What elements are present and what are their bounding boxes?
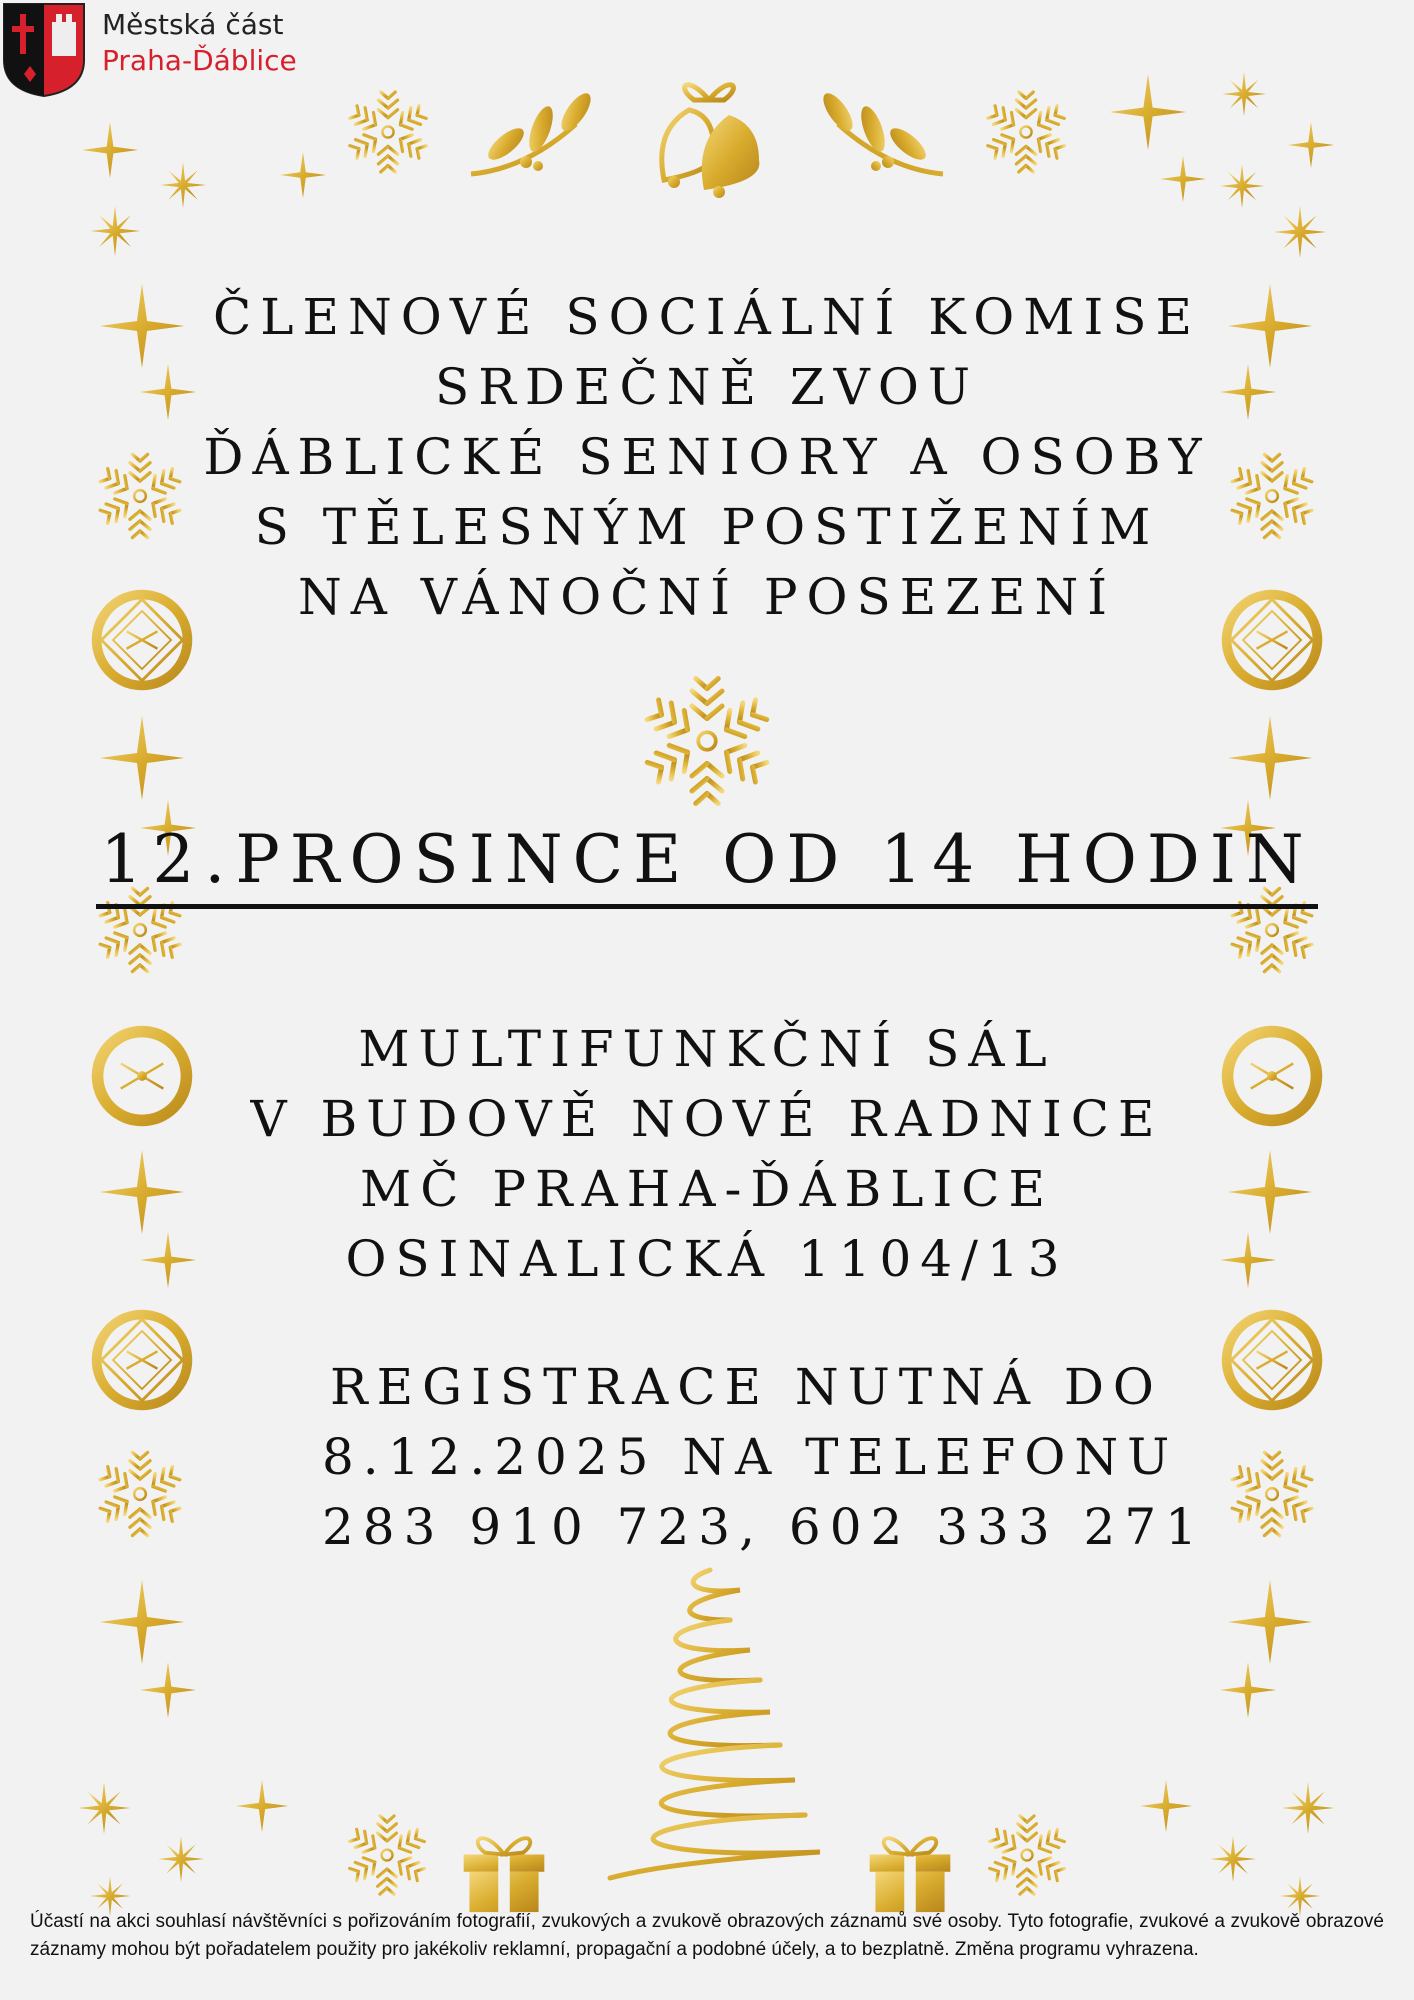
- sparkle-icon: [100, 716, 184, 800]
- sparkle-icon: [1228, 716, 1312, 800]
- registration-line: 283 910 723, 602 333 271: [322, 1498, 1206, 1556]
- venue-line: V BUDOVĚ NOVÉ RADNICE: [250, 1090, 1164, 1148]
- sparkle-icon: [1210, 1836, 1256, 1882]
- event-date-text: 12.PROSINCE OD 14 HODIN: [96, 818, 1317, 909]
- ornament-icon: [1214, 1302, 1330, 1418]
- bells-icon: [634, 70, 784, 200]
- sparkle-icon: [1110, 74, 1186, 150]
- logo-text-line1: Městská část: [102, 8, 284, 41]
- venue-line: MULTIFUNKČNÍ SÁL: [358, 1020, 1056, 1078]
- snowflake-icon: [90, 1444, 190, 1544]
- venue-line: OSINALICKÁ 1104/13: [345, 1230, 1069, 1288]
- berry-branch-icon: [466, 84, 606, 184]
- sparkle-icon: [82, 122, 138, 178]
- headline-line: S TĚLESNÝM POSTIŽENÍM: [254, 498, 1160, 556]
- venue-line: MČ PRAHA-ĎÁBLICE: [360, 1160, 1054, 1218]
- sparkle-icon: [1288, 122, 1334, 168]
- sparkle-icon: [78, 1782, 130, 1834]
- sparkle-icon: [280, 152, 326, 198]
- sparkle-icon: [1220, 1662, 1276, 1718]
- headline-line: NA VÁNOČNÍ POSEZENÍ: [297, 568, 1117, 626]
- headline-line: ČLENOVÉ SOCIÁLNÍ KOMISE: [213, 288, 1201, 346]
- legal-notice: Účastí na akci souhlasí návštěvníci s pořizováním fotografií, zvukových a zvukově obrazových záznamů své osoby. Tyto fotografie, zvukové a zvukově obrazové záznamy mohou být pořadatelem použity pro jakékoliv reklamní, propagační a podobné účely, a to bezplatně. Změna programu vyhrazena.: [30, 1911, 1384, 1960]
- snowflake-icon: [340, 84, 436, 180]
- christmas-tree-icon: [580, 1560, 840, 1890]
- gift-icon: [456, 1818, 552, 1914]
- coat-of-arms-icon: [0, 0, 88, 98]
- event-date: [0, 818, 1414, 909]
- headline-line: ĎÁBLICKÉ SENIORY A OSOBY: [203, 428, 1211, 486]
- berry-branch-icon: [808, 84, 948, 184]
- snowflake-icon: [978, 84, 1074, 180]
- gift-icon: [862, 1818, 958, 1914]
- sparkle-icon: [1160, 156, 1206, 202]
- sparkle-icon: [140, 1662, 196, 1718]
- sparkle-icon: [1222, 72, 1266, 116]
- sparkle-icon: [1140, 1780, 1192, 1832]
- sparkle-icon: [1282, 1782, 1334, 1834]
- snowflake-icon: [632, 656, 782, 826]
- sparkle-icon: [100, 1580, 184, 1664]
- sparkle-icon: [90, 206, 140, 256]
- snowflake-icon: [1222, 1444, 1322, 1544]
- sparkle-icon: [236, 1780, 288, 1832]
- logo-text-line2: Praha-Ďáblice: [102, 44, 297, 77]
- sparkle-icon: [158, 1836, 204, 1882]
- sparkle-icon: [1274, 206, 1326, 258]
- sparkle-icon: [160, 162, 206, 208]
- snowflake-icon: [340, 1808, 434, 1902]
- ornament-icon: [84, 1302, 200, 1418]
- snowflake-icon: [980, 1808, 1074, 1902]
- invitation-headline: [0, 282, 1414, 632]
- sparkle-icon: [1228, 1580, 1312, 1664]
- registration-line: 8.12.2025 NA TELEFONU: [322, 1428, 1179, 1486]
- event-venue: [0, 1014, 1414, 1294]
- sparkle-icon: [1220, 164, 1264, 208]
- municipality-logo: [0, 0, 300, 100]
- registration-line: REGISTRACE NUTNÁ DO: [330, 1358, 1163, 1416]
- headline-line: SRDEČNĚ ZVOU: [435, 358, 979, 416]
